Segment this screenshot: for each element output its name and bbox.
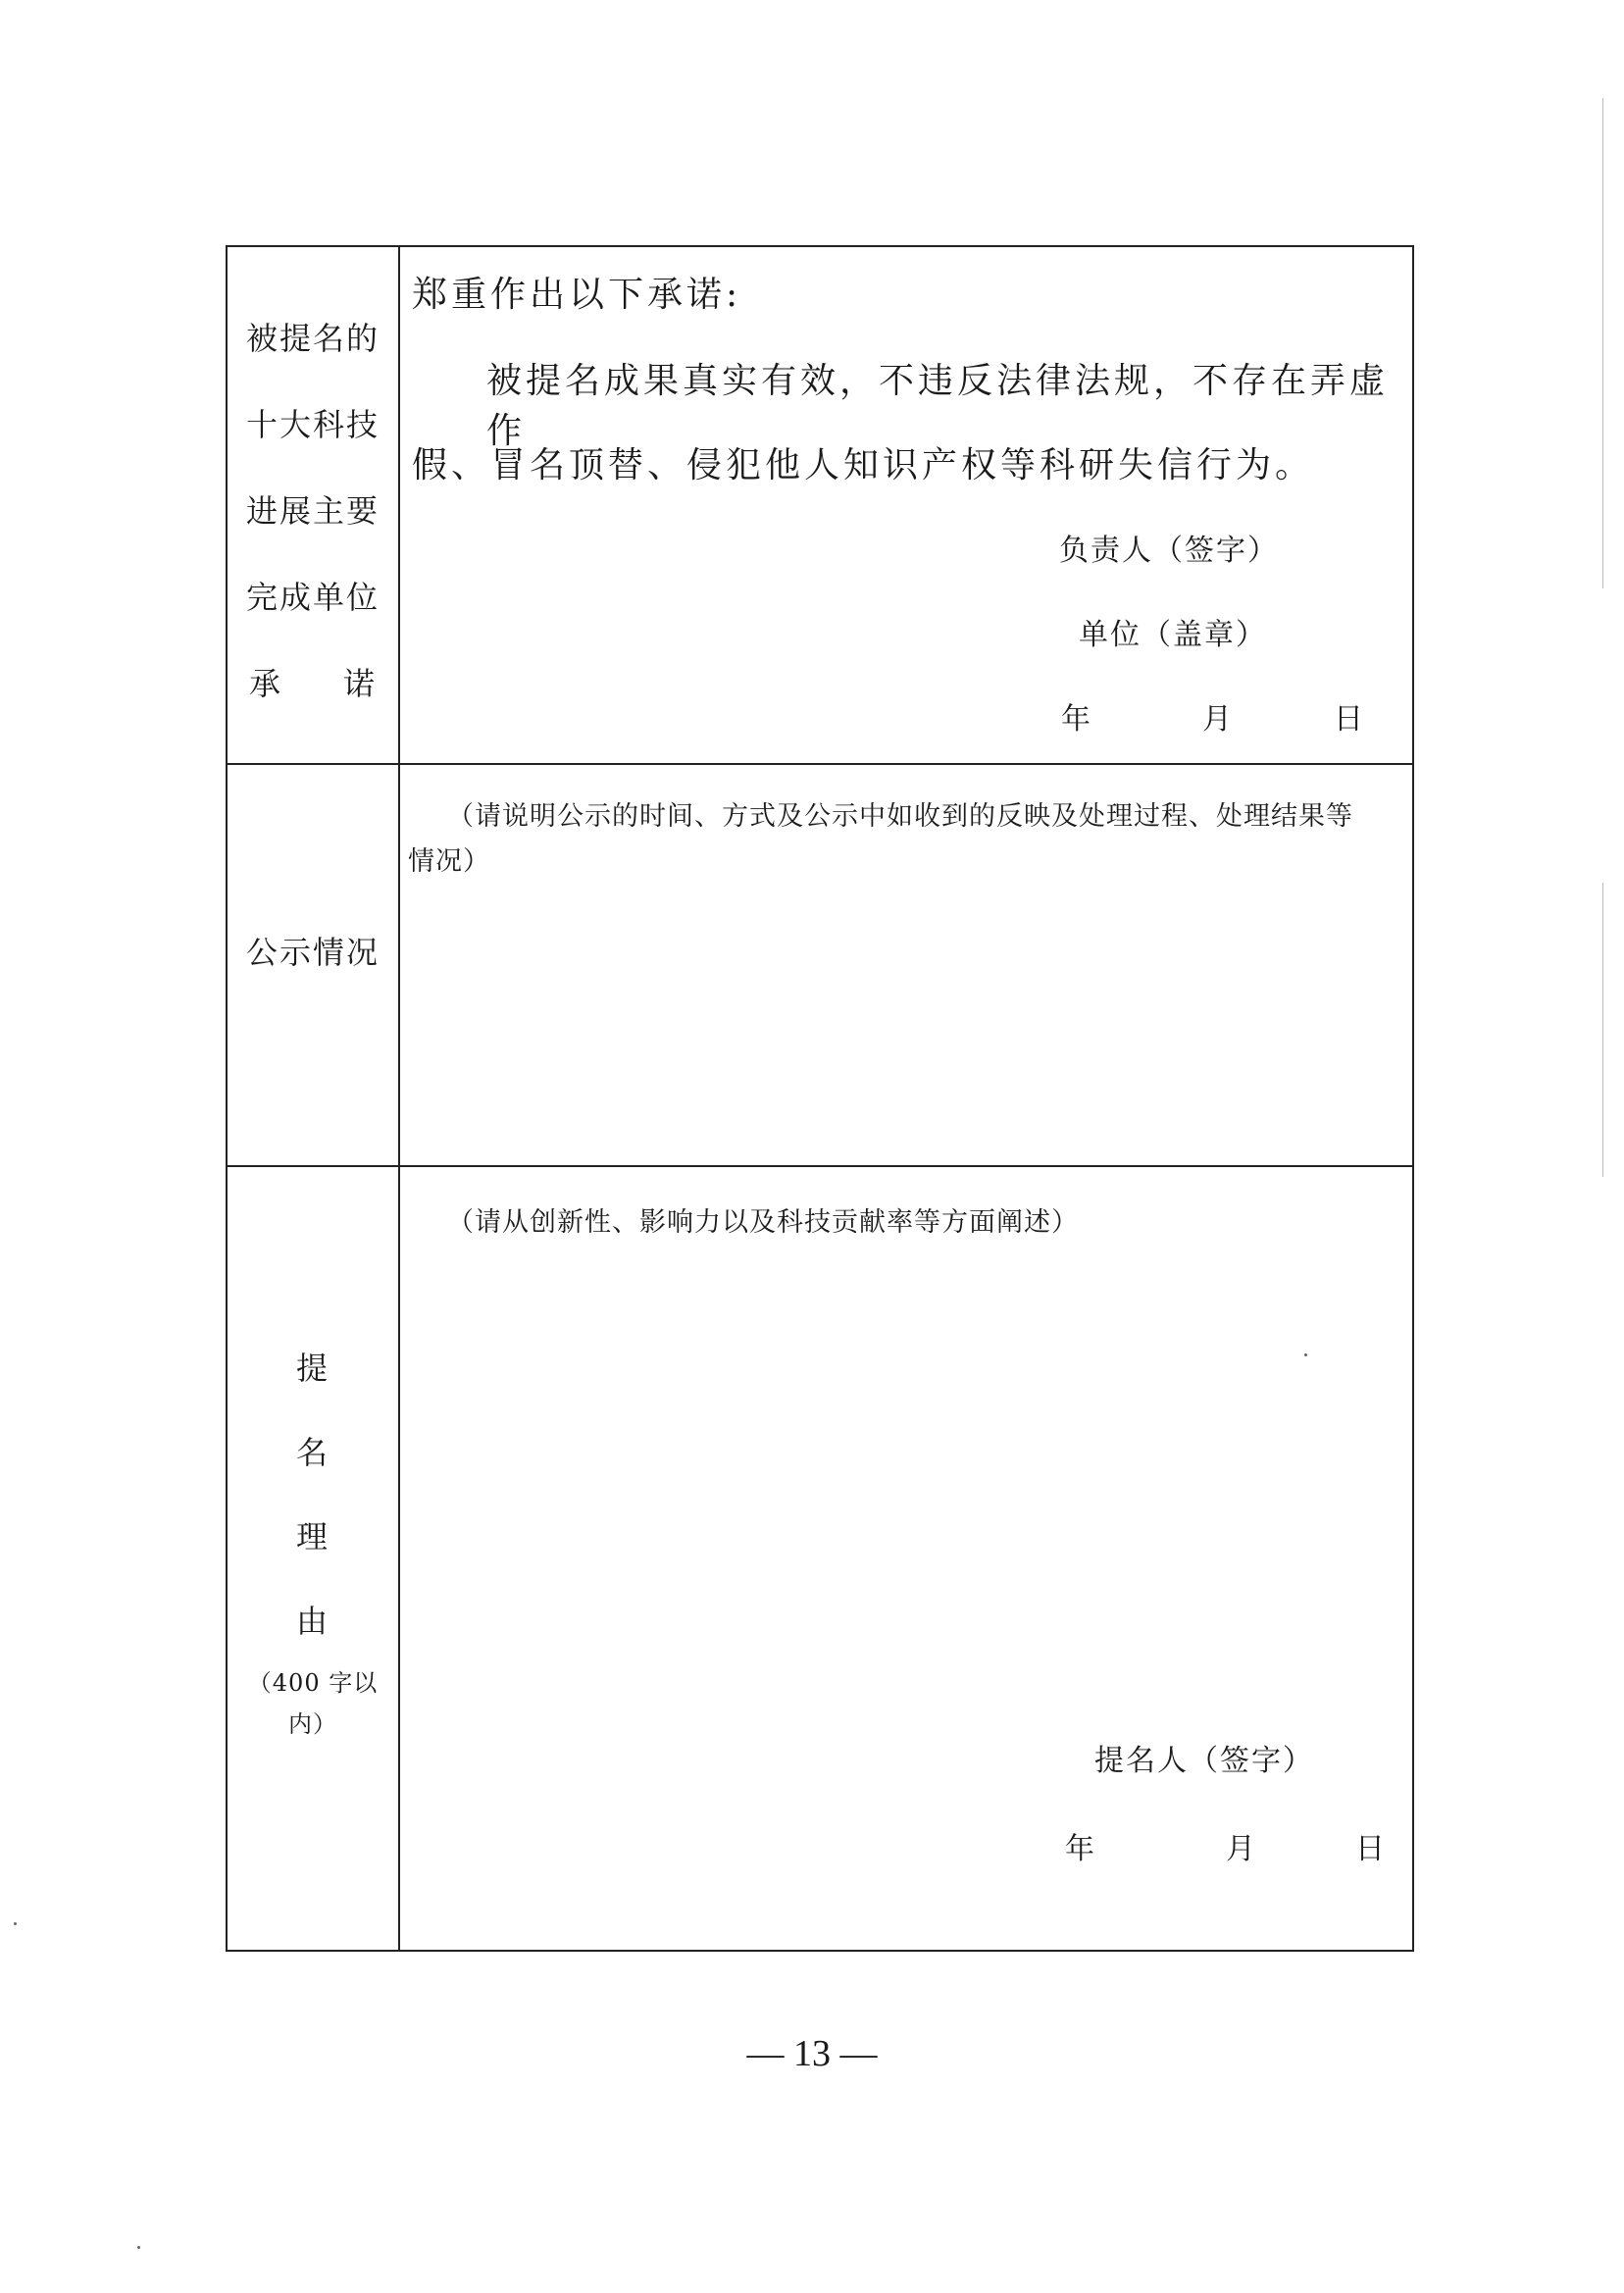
- date-day: 日: [1334, 702, 1365, 737]
- responsible-person-signature: 负责人（签字）: [1059, 534, 1279, 568]
- unit-seal: 单位（盖章）: [1079, 618, 1267, 652]
- date-year: 年: [1061, 702, 1092, 737]
- nomination-reason-label: [228, 1344, 398, 1756]
- public-notice-instruction: （请说明公示的时间、方式及公示中如收到的反映及处理过程、处理结果等: [447, 801, 1353, 832]
- label-char: 承: [249, 665, 283, 702]
- label-line: 十大科技: [245, 406, 380, 443]
- form-table: [226, 245, 1414, 1952]
- date-month: 月: [1202, 702, 1234, 737]
- label-char: 名: [295, 1434, 330, 1471]
- date-year: 年: [1065, 1832, 1096, 1866]
- commitment-text-line: 假、冒名顶替、侵犯他人知识产权等科研失信行为。: [412, 445, 1315, 485]
- commitment-label: [228, 304, 398, 716]
- label-line: 被提名的: [245, 320, 380, 357]
- commitment-text-line: 被提名成果真实有效，不违反法律法规，不存在弄虚作: [486, 361, 1390, 451]
- scan-dot: [137, 2246, 140, 2249]
- scan-edge-mark: [1602, 883, 1603, 1177]
- label-char: 诺: [342, 665, 377, 702]
- scan-dot: [14, 1922, 17, 1925]
- label-char: 提: [295, 1350, 330, 1387]
- commitment-heading: 郑重作出以下承诺:: [412, 275, 742, 315]
- word-limit-note: （400 字以: [247, 1669, 379, 1697]
- date-day: 日: [1355, 1832, 1387, 1866]
- nomination-reason-instruction: （请从创新性、影响力以及科技贡献率等方面阐述）: [447, 1207, 1079, 1238]
- label-char: 由: [295, 1603, 330, 1640]
- date-month: 月: [1226, 1832, 1257, 1866]
- public-notice-instruction: 情况）: [408, 846, 490, 877]
- label-char: 理: [295, 1518, 330, 1555]
- page-number: — 13 —: [746, 2033, 878, 2074]
- public-notice-label: 公示情况: [245, 934, 380, 971]
- label-line: 完成单位: [245, 579, 380, 616]
- column-divider: [398, 245, 400, 1952]
- scan-edge-mark: [1602, 98, 1603, 588]
- word-limit-note: 内）: [288, 1710, 337, 1738]
- row-divider: [226, 763, 1414, 765]
- nominator-signature: 提名人（签字）: [1094, 1744, 1314, 1778]
- label-line: 进展主要: [245, 492, 380, 530]
- row-divider: [226, 1165, 1414, 1167]
